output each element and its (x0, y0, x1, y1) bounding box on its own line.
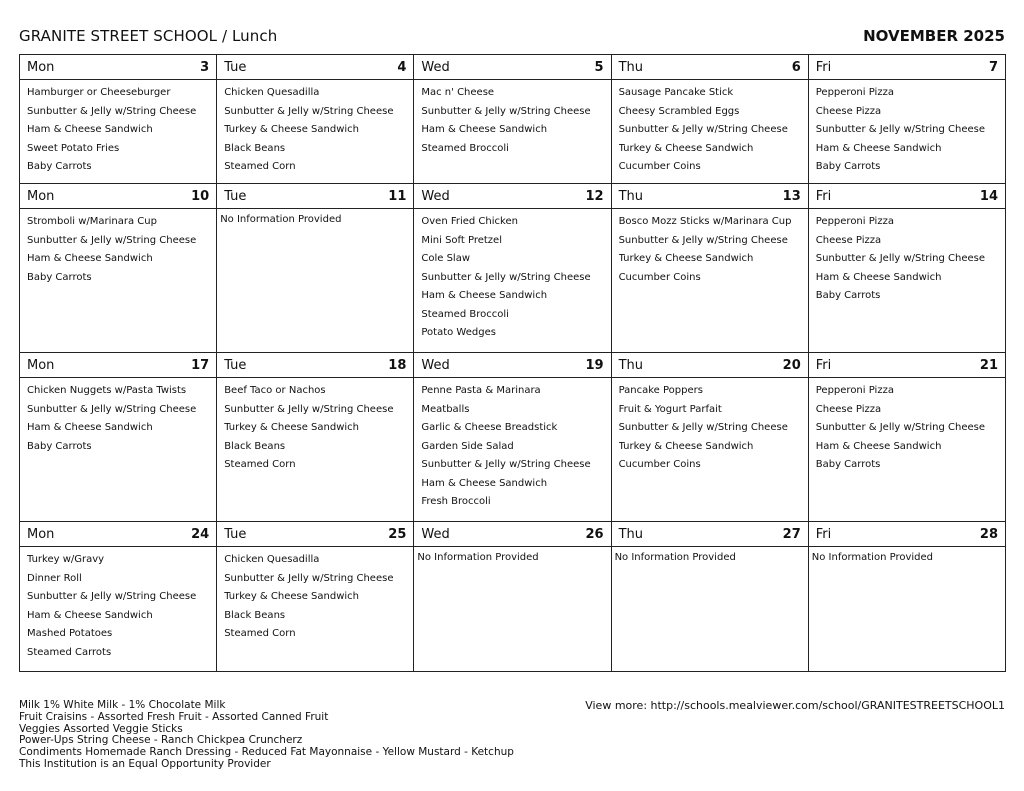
day-cell (611, 353, 808, 522)
menu-item: Baby Carrots (27, 271, 92, 283)
menu-item: Ham & Cheese Sandwich (421, 290, 548, 301)
menu-item: Dinner Roll (27, 572, 82, 584)
day-date: 17 (191, 357, 210, 373)
day-date: 28 (979, 526, 998, 542)
day-cell (611, 184, 808, 353)
menu-item-list (217, 378, 413, 471)
menu-item: Cheese Pizza (815, 105, 882, 117)
menu-item: Pancake Poppers (618, 385, 703, 396)
menu-item: Sunbutter & Jelly w/String Cheese (618, 124, 788, 135)
day-name: Thu (618, 188, 643, 204)
day-cell (808, 55, 1005, 184)
day-name: Mon (27, 59, 55, 75)
day-name: Tue (224, 357, 247, 373)
menu-item: Ham & Cheese Sandwich (815, 440, 942, 452)
day-name: Mon (27, 188, 55, 204)
menu-item: Sunbutter & Jelly w/String Cheese (27, 591, 197, 602)
day-header (217, 522, 413, 547)
no-info-note: No Information Provided (417, 552, 539, 563)
menu-item: Baby Carrots (27, 161, 92, 172)
calendar-week-row (20, 522, 1006, 672)
day-cell (414, 184, 611, 353)
menu-item: Mashed Potatoes (27, 628, 113, 639)
menu-item: Penne Pasta & Marinara (421, 385, 541, 396)
day-header (414, 184, 610, 209)
menu-item: Sunbutter & Jelly w/String Cheese (421, 459, 591, 470)
menu-item-list (612, 563, 808, 570)
menu-calendar (19, 54, 1006, 672)
day-header (414, 353, 610, 378)
day-header (612, 55, 808, 80)
day-name: Thu (618, 59, 643, 75)
day-header (612, 353, 808, 378)
menu-item: Steamed Corn (224, 628, 296, 639)
menu-item: Steamed Corn (224, 459, 296, 470)
menu-item: Garden Side Salad (421, 440, 514, 452)
menu-item: Sunbutter & Jelly w/String Cheese (815, 253, 986, 264)
menu-item: Turkey & Cheese Sandwich (224, 422, 360, 433)
day-header (414, 522, 610, 547)
day-cell (217, 522, 414, 672)
menu-item: Sunbutter & Jelly w/String Cheese (224, 403, 394, 415)
day-header (20, 522, 216, 547)
menu-item-list (612, 209, 808, 284)
day-date: 26 (585, 526, 604, 542)
menu-item: Pepperoni Pizza (815, 87, 894, 98)
menu-item: Fruit & Yogurt Parfait (618, 403, 722, 415)
day-date: 21 (979, 357, 998, 373)
menu-item: Sunbutter & Jelly w/String Cheese (224, 105, 394, 117)
page-title: GRANITE STREET SCHOOL / Lunch (19, 27, 278, 45)
menu-item: Turkey & Cheese Sandwich (224, 124, 360, 135)
menu-item: Baby Carrots (815, 161, 881, 172)
day-cell (414, 353, 611, 522)
menu-item: Turkey & Cheese Sandwich (618, 142, 754, 154)
day-name: Tue (224, 59, 247, 75)
menu-item: Garlic & Cheese Breadstick (421, 422, 558, 433)
day-header (20, 184, 216, 209)
menu-item-list (20, 547, 216, 659)
day-cell (217, 55, 414, 184)
menu-item: Steamed Carrots (27, 646, 112, 658)
menu-item: Cole Slaw (421, 253, 471, 264)
day-date: 19 (585, 357, 604, 373)
day-cell (20, 353, 217, 522)
menu-item: Fresh Broccoli (421, 496, 491, 507)
footer-line-power-ups: Power-Ups String Cheese - Ranch Chickpea Cruncherz (19, 734, 303, 747)
menu-item-list (809, 378, 1005, 471)
calendar-week-row (20, 184, 1006, 353)
menu-item-list (809, 209, 1005, 302)
day-date: 3 (200, 59, 210, 75)
calendar-week-row (20, 55, 1006, 184)
menu-item: Sunbutter & Jelly w/String Cheese (421, 271, 591, 283)
menu-item: Cheese Pizza (815, 403, 882, 415)
menu-item-list (414, 209, 610, 339)
month-title: NOVEMBER 2025 (863, 27, 1005, 45)
menu-item: Cucumber Coins (618, 271, 701, 283)
day-cell (808, 522, 1005, 672)
menu-item: Baby Carrots (815, 459, 881, 470)
day-header (217, 353, 413, 378)
menu-item: Sunbutter & Jelly w/String Cheese (815, 422, 986, 433)
day-name: Mon (27, 357, 55, 373)
day-header (612, 522, 808, 547)
day-date: 13 (782, 188, 801, 204)
menu-item: Ham & Cheese Sandwich (815, 142, 942, 154)
menu-item: Pepperoni Pizza (815, 216, 894, 227)
menu-item: Sunbutter & Jelly w/String Cheese (27, 234, 197, 246)
menu-item: Sunbutter & Jelly w/String Cheese (618, 234, 788, 246)
menu-item: Ham & Cheese Sandwich (815, 271, 942, 283)
day-name: Mon (27, 526, 55, 542)
day-date: 12 (585, 188, 604, 204)
menu-item: Baby Carrots (27, 440, 92, 452)
day-header (217, 55, 413, 80)
menu-item: Turkey & Cheese Sandwich (224, 591, 360, 602)
calendar-week-row (20, 353, 1006, 522)
day-cell (217, 353, 414, 522)
menu-item: Beef Taco or Nachos (224, 385, 326, 396)
menu-item: Cheese Pizza (815, 234, 882, 246)
menu-item: Black Beans (224, 609, 286, 621)
menu-item: Black Beans (224, 440, 286, 452)
menu-item: Chicken Quesadilla (224, 554, 320, 565)
day-header (414, 55, 610, 80)
menu-item: Hamburger or Cheeseburger (27, 87, 171, 98)
day-name: Tue (224, 526, 247, 542)
menu-item: Baby Carrots (815, 290, 881, 301)
day-date: 20 (782, 357, 801, 373)
menu-item: Turkey w/Gravy (27, 554, 105, 565)
menu-item: Ham & Cheese Sandwich (421, 124, 548, 135)
day-cell (808, 353, 1005, 522)
no-info-note: No Information Provided (614, 552, 736, 563)
menu-item: Chicken Quesadilla (224, 87, 320, 98)
day-header (612, 184, 808, 209)
menu-item: Ham & Cheese Sandwich (27, 609, 153, 621)
menu-item: Cucumber Coins (618, 161, 701, 172)
day-date: 25 (388, 526, 407, 542)
day-date: 10 (191, 188, 210, 204)
footer-line-condiments: Condiments Homemade Ranch Dressing - Reduced Fat Mayonnaise - Yellow Mustard - Ketchup (19, 746, 514, 759)
footer-notes (19, 700, 514, 771)
menu-item: Sweet Potato Fries (27, 142, 120, 154)
day-date: 14 (979, 188, 998, 204)
footer-line-veggies: Veggies Assorted Veggie Sticks (19, 722, 183, 735)
day-cell (20, 184, 217, 353)
menu-item-list (809, 80, 1005, 173)
day-cell (217, 184, 414, 353)
menu-item: Sunbutter & Jelly w/String Cheese (27, 403, 197, 415)
menu-item: Sunbutter & Jelly w/String Cheese (815, 124, 986, 135)
day-header (809, 184, 1005, 209)
day-name: Thu (618, 526, 643, 542)
day-name: Fri (815, 526, 832, 542)
day-date: 7 (988, 59, 998, 75)
day-cell (414, 55, 611, 184)
menu-item: Stromboli w/Marinara Cup (27, 216, 157, 227)
day-name: Tue (224, 188, 247, 204)
menu-item: Sunbutter & Jelly w/String Cheese (27, 105, 197, 117)
menu-item: Sausage Pancake Stick (618, 87, 734, 98)
menu-item-list (20, 378, 216, 453)
menu-item: Ham & Cheese Sandwich (421, 477, 548, 489)
day-name: Wed (421, 357, 450, 373)
menu-item: Mini Soft Pretzel (421, 234, 502, 246)
day-cell (611, 55, 808, 184)
day-date: 18 (388, 357, 407, 373)
menu-item: Turkey & Cheese Sandwich (618, 253, 754, 264)
footer-line-equal-opportunity: This Institution is an Equal Opportunity Provider (19, 757, 271, 770)
menu-item: Sunbutter & Jelly w/String Cheese (618, 422, 788, 433)
day-header (809, 522, 1005, 547)
menu-item: Oven Fried Chicken (421, 216, 518, 227)
menu-item: Meatballs (421, 403, 470, 415)
footer-line-milk: Milk 1% White Milk - 1% Chocolate Milk (19, 699, 226, 711)
menu-item: Cucumber Coins (618, 459, 701, 470)
day-name: Wed (421, 59, 450, 75)
day-cell (20, 522, 217, 672)
day-header (809, 55, 1005, 80)
menu-item: Steamed Broccoli (421, 308, 509, 320)
day-header (20, 55, 216, 80)
menu-item: Chicken Nuggets w/Pasta Twists (27, 385, 187, 396)
menu-item: Bosco Mozz Sticks w/Marinara Cup (618, 216, 792, 227)
menu-item-list (414, 378, 610, 508)
day-name: Thu (618, 357, 643, 373)
day-cell (414, 522, 611, 672)
day-date: 11 (388, 188, 407, 204)
day-date: 5 (594, 59, 604, 75)
day-cell (20, 55, 217, 184)
day-date: 4 (397, 59, 407, 75)
day-date: 27 (782, 526, 801, 542)
menu-item-list (217, 547, 413, 640)
menu-item: Pepperoni Pizza (815, 385, 894, 396)
day-name: Fri (815, 59, 832, 75)
menu-item-list (612, 80, 808, 173)
day-cell (611, 522, 808, 672)
menu-item: Mac n' Cheese (421, 87, 495, 98)
menu-item: Steamed Broccoli (421, 142, 509, 154)
day-date: 6 (791, 59, 801, 75)
menu-item: Steamed Corn (224, 161, 296, 172)
menu-item-list (809, 563, 1005, 570)
menu-item-list (20, 209, 216, 284)
day-cell (808, 184, 1005, 353)
menu-item: Cheesy Scrambled Eggs (618, 105, 740, 117)
view-more-link[interactable]: View more: http://schools.mealviewer.com/school/GRANITESTREETSCHOOL1 (585, 699, 1005, 712)
day-date: 24 (191, 526, 210, 542)
footer-line-fruit: Fruit Craisins - Assorted Fresh Fruit - Assorted Canned Fruit (19, 710, 329, 723)
menu-item: Turkey & Cheese Sandwich (618, 440, 754, 452)
day-name: Wed (421, 188, 450, 204)
day-header (20, 353, 216, 378)
menu-item: Sunbutter & Jelly w/String Cheese (421, 105, 591, 117)
menu-item: Ham & Cheese Sandwich (27, 124, 153, 135)
day-header (809, 353, 1005, 378)
day-name: Wed (421, 526, 450, 542)
menu-item-list (20, 80, 216, 173)
day-name: Fri (815, 188, 832, 204)
menu-item: Black Beans (224, 142, 286, 154)
no-info-note: No Information Provided (220, 214, 342, 225)
menu-item: Ham & Cheese Sandwich (27, 422, 153, 433)
menu-item: Ham & Cheese Sandwich (27, 253, 153, 264)
day-header (217, 184, 413, 209)
menu-item-list (414, 563, 610, 570)
day-name: Fri (815, 357, 832, 373)
menu-item-list (217, 225, 413, 232)
menu-item-list (414, 80, 610, 155)
menu-item: Sunbutter & Jelly w/String Cheese (224, 572, 394, 584)
menu-item-list (612, 378, 808, 471)
menu-item-list (217, 80, 413, 173)
no-info-note: No Information Provided (811, 552, 933, 563)
menu-item: Potato Wedges (421, 327, 496, 338)
